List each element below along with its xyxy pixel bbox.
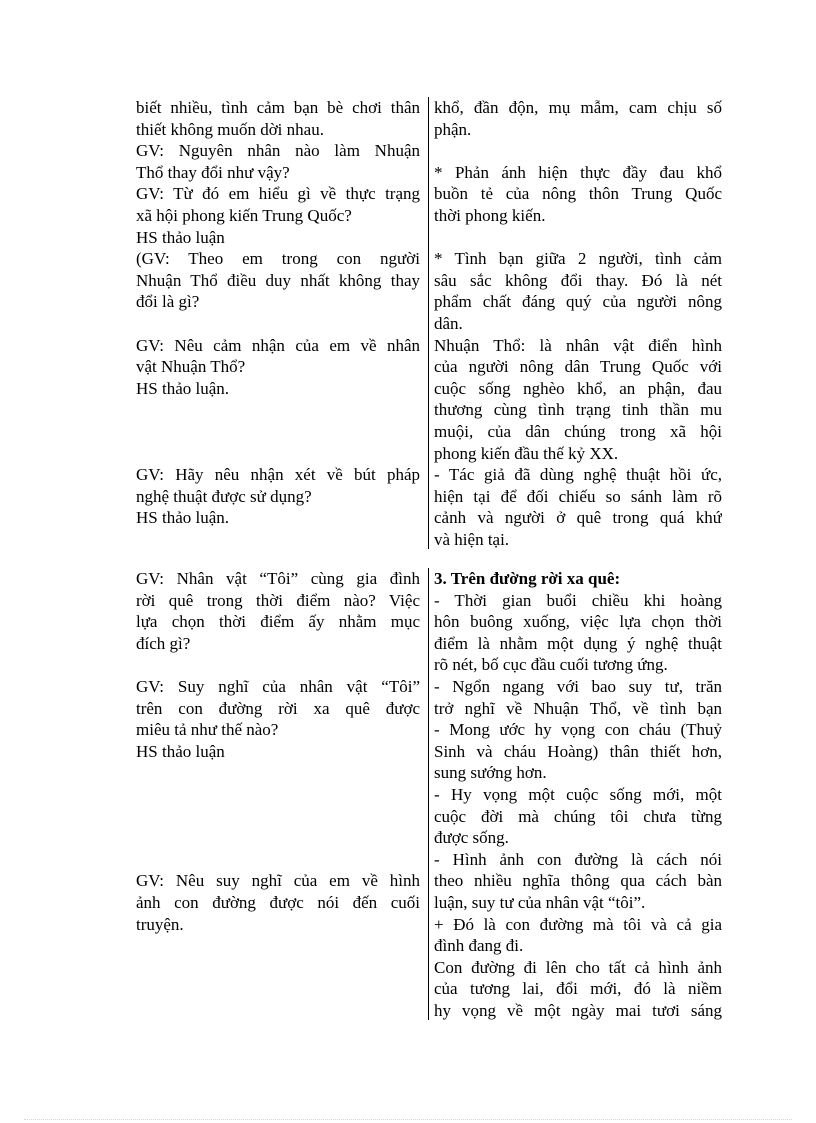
text-line: + Đó là con đường mà tôi và cả gia <box>434 914 722 934</box>
blank-line <box>136 443 420 465</box>
text-line: Con đường đi lên cho tất cả hình ảnh <box>434 957 722 977</box>
teacher-activity-column <box>136 568 426 1020</box>
text-line: trở nghĩ về Nhuận Thổ, về tình bạn <box>434 698 722 718</box>
text-line: đổi là gì? <box>136 292 200 312</box>
text-line: GV: Suy nghĩ của nhân vật “Tôi” <box>136 676 420 696</box>
page-bottom-rule <box>24 1119 792 1120</box>
text-line: muội, của dân chúng trong xã hội <box>434 421 722 441</box>
text-line: phẩm chất đáng quý của người nông <box>434 292 722 312</box>
text-line: hy vọng về một ngày mai tươi sáng <box>434 1000 722 1020</box>
blank-line <box>434 140 722 162</box>
text-line: của người nông dân Trung Quốc với <box>434 357 722 377</box>
text-line: * Tình bạn giữa 2 người, tình cảm <box>434 249 722 269</box>
text-line: rõ nét, bố cục đầu cuối tương ứng. <box>434 655 668 675</box>
blank-line <box>434 227 722 249</box>
text-line: Thổ thay đổi như vậy? <box>136 162 290 182</box>
text-line: - Ngổn ngang với bao suy tư, trăn <box>434 676 722 696</box>
text-line: và hiện tại. <box>434 529 510 549</box>
text-line: thiết không muốn dời nhau. <box>136 119 324 139</box>
text-line: đình đang đi. <box>434 936 524 956</box>
blank-line <box>136 421 420 443</box>
text-line: GV: Nhân vật “Tôi” cùng gia đình <box>136 569 420 588</box>
blank-line <box>136 806 420 828</box>
text-line: - Tác giả đã dùng nghệ thuật hồi ức, <box>434 465 722 485</box>
blank-line <box>136 313 420 335</box>
text-line: - Thời gian buổi chiều khi hoàng <box>434 590 722 610</box>
content-column <box>434 568 722 1020</box>
section-heading: 3. Trên đường rời xa quê: <box>434 569 621 588</box>
text-line: vật Nhuận Thổ? <box>136 357 246 377</box>
text-line: phận. <box>434 119 472 139</box>
text-line: sâu sắc không đổi thay. Đó là nét <box>434 270 722 290</box>
text-line: HS thảo luận <box>136 741 225 761</box>
teacher-activity-column <box>136 97 426 549</box>
text-line: (GV: Theo em trong con người <box>136 249 420 269</box>
text-line: biết nhiều, tình cảm bạn bè chơi thân <box>136 98 420 117</box>
text-line: điểm là nhằm một dụng ý nghệ thuật <box>434 633 722 653</box>
text-line: GV: Từ đó em hiểu gì về thực trạng <box>136 184 420 204</box>
text-line: dân. <box>434 313 463 333</box>
text-line: ảnh con đường được nói đến cuối <box>136 892 420 912</box>
blank-line <box>136 654 420 676</box>
text-line: - Hy vọng một cuộc sống mới, một <box>434 784 722 804</box>
blank-line <box>136 849 420 871</box>
content-column <box>434 97 722 549</box>
text-line: lựa chọn thời điểm ấy nhằm mục <box>136 612 420 632</box>
text-line: HS thảo luận <box>136 227 225 247</box>
text-line: theo nhiều nghĩa thông qua cách bàn <box>434 871 722 891</box>
text-line: hiện tại để đối chiếu so sánh làm rõ <box>434 486 722 506</box>
text-line: xã hội phong kiến Trung Quốc? <box>136 205 352 225</box>
text-line: sung sướng hơn. <box>434 763 547 783</box>
text-line: Nhuận Thổ: là nhân vật điển hình <box>434 335 722 355</box>
column-divider <box>428 97 429 549</box>
text-line: GV: Nêu suy nghĩ của em về hình <box>136 871 420 891</box>
text-line: đích gì? <box>136 633 191 653</box>
blank-line <box>136 399 420 421</box>
text-line: được sống. <box>434 828 509 848</box>
text-line: Sinh và cháu Hoàng) thân thiết hơn, <box>434 741 722 761</box>
blank-line <box>136 827 420 849</box>
text-line: hôn buông xuống, việc lựa chọn thời <box>434 612 722 632</box>
column-divider <box>428 568 429 1020</box>
text-line: GV: Hãy nêu nhận xét về bút pháp <box>136 465 420 485</box>
text-line: trên con đường rời xa quê được <box>136 698 420 718</box>
blank-line <box>136 784 420 806</box>
text-line: miêu tả như thế nào? <box>136 720 279 740</box>
text-line: GV: Nêu cảm nhận của em về nhân <box>136 335 420 355</box>
text-line: khổ, đần độn, mụ mẫm, cam chịu số <box>434 98 722 117</box>
blank-line <box>136 762 420 784</box>
text-line: cảnh và người ở quê trong quá khứ <box>434 508 722 528</box>
text-line: - Hình ảnh con đường là cách nói <box>434 849 722 869</box>
text-line: rời quê trong thời điểm nào? Việc <box>136 590 420 610</box>
text-line: luận, suy tư của nhân vật “tôi”. <box>434 892 646 912</box>
lesson-table-part-2 <box>136 568 722 1020</box>
text-line: buồn tẻ của nông thôn Trung Quốc <box>434 184 722 204</box>
text-line: của tương lai, đổi mới, đó là niềm <box>434 979 722 999</box>
text-line: cuộc đời mà chúng tôi chưa từng <box>434 806 722 826</box>
text-line: nghệ thuật được sử dụng? <box>136 486 312 506</box>
text-line: HS thảo luận. <box>136 508 230 528</box>
text-line: - Mong ước hy vọng con cháu (Thuỷ <box>434 720 722 740</box>
text-line: thời phong kiến. <box>434 205 546 225</box>
text-line: Nhuận Thổ điều duy nhất không thay <box>136 270 420 290</box>
text-line: thương cùng tình trạng tinh thần mu <box>434 400 722 420</box>
text-line: GV: Nguyên nhân nào làm Nhuận <box>136 141 420 161</box>
text-line: HS thảo luận. <box>136 378 230 398</box>
text-line: truyện. <box>136 914 184 934</box>
text-line: phong kiến đầu thế kỷ XX. <box>434 443 619 463</box>
lesson-table-part-1 <box>136 97 722 549</box>
text-line: * Phản ánh hiện thực đầy đau khổ <box>434 162 722 182</box>
text-line: cuộc sống nghèo khổ, an phận, đau <box>434 378 722 398</box>
